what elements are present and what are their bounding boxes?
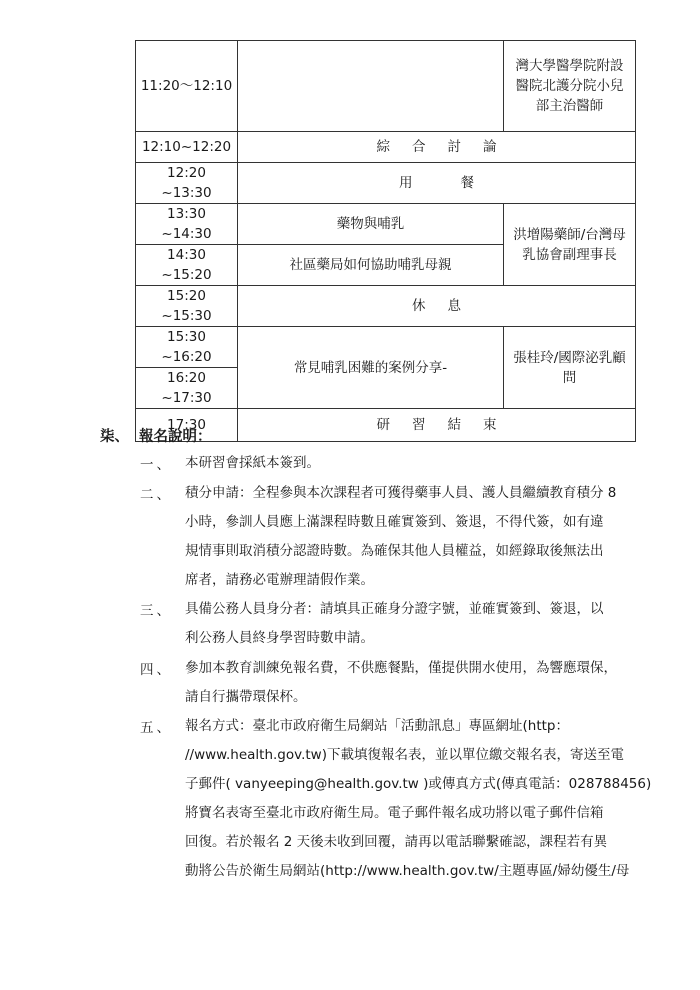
table-row [136, 163, 636, 204]
speaker-cell: 灣大學醫學院附設 醫院北護分院小兒 部主治醫師 [504, 41, 636, 132]
table-row [136, 41, 636, 132]
time-cell: 12:10~12:20 [136, 132, 238, 163]
speaker-cell: 洪增陽藥師/台灣母 乳協會副理事長 [504, 204, 636, 286]
time-cell: 17:30 [136, 409, 238, 442]
time-cell: 13:30 ~14:30 [136, 204, 238, 245]
schedule-table [135, 40, 636, 442]
item-number: 五、 [140, 720, 173, 736]
item-line: 參加本教育訓練免報名費，不供應餐點，僅提供開水使用，為響應環保， [185, 660, 617, 676]
item-line: 積分申請：全程參與本次課程者可獲得藥事人員、護人員繼續教育積分 8 [185, 485, 617, 501]
item-line: 具備公務人員身分者：請填具正確身分證字號，並確實簽到、簽退，以 [185, 601, 604, 617]
time-cell: 14:30 ~15:20 [136, 245, 238, 286]
time-cell: 11:20～12:10 [136, 41, 238, 132]
time-cell: 15:30 ~16:20 [136, 327, 238, 368]
break-cell: 休息 [238, 286, 636, 327]
time-cell: 15:20 ~15:30 [136, 286, 238, 327]
item-line: 子郵件( vanyeeping@health.gov.tw )或傳真方式(傳真電話：028788456) [185, 776, 652, 792]
speaker-cell: 張桂玲/國際泌乳顧 問 [504, 327, 636, 409]
item-line: 回復。若於報名 2 天後未收到回覆，請再以電話聯繫確認，課程若有異 [185, 834, 608, 850]
discussion-cell: 綜合討論 [238, 132, 636, 163]
topic-cell: 社區藥局如何協助哺乳母親 [238, 245, 504, 286]
item-line: 規情事則取消積分認證時數。為確保其他人員權益，如經錄取後無法出 [185, 543, 604, 559]
topic-cell: 常見哺乳困難的案例分享- [238, 327, 504, 409]
section-title: 報名說明： [139, 429, 212, 445]
section-number: 柒、 [100, 429, 129, 445]
time-cell: 12:20 ~13:30 [136, 163, 238, 204]
table-row [136, 204, 636, 245]
item-line: 利公務人員終身學習時數申請。 [185, 630, 374, 646]
section-heading [100, 425, 212, 446]
closing-cell: 研習結束 [238, 409, 636, 442]
item-line: //www.health.gov.tw)下載填復報名表，並以單位繳交報名表，寄送至電 [185, 747, 624, 763]
table-row [136, 327, 636, 368]
table-row [136, 132, 636, 163]
topic-cell [238, 41, 504, 132]
table-row [136, 286, 636, 327]
item-number: 一、 [140, 457, 173, 473]
item-line: 席者，請務必電辦理請假作業。 [185, 572, 374, 588]
item-line: 請自行攜帶環保杯。 [185, 689, 307, 705]
time-cell: 16:20 ~17:30 [136, 368, 238, 409]
item-number: 二、 [140, 487, 173, 503]
lunch-cell: 用餐 [238, 163, 636, 204]
item-line: 小時，參訓人員應上滿課程時數且確實簽到、簽退，不得代簽，如有違 [185, 514, 604, 530]
item-line: 將寶名表寄至臺北市政府衛生局。電子郵件報名成功將以電子郵件信箱 [185, 805, 604, 821]
item-line: 報名方式：臺北市政府衛生局網站「活動訊息」專區網址(http： [185, 718, 569, 734]
item-number: 三、 [140, 603, 173, 619]
item-number: 四、 [140, 662, 173, 678]
item-line: 本研習會採紙本簽到。 [185, 455, 320, 471]
item-line: 動將公告於衛生局網站(http://www.health.gov.tw/主題專區/婦幼優生/母 [185, 863, 630, 879]
topic-cell: 藥物與哺乳 [238, 204, 504, 245]
